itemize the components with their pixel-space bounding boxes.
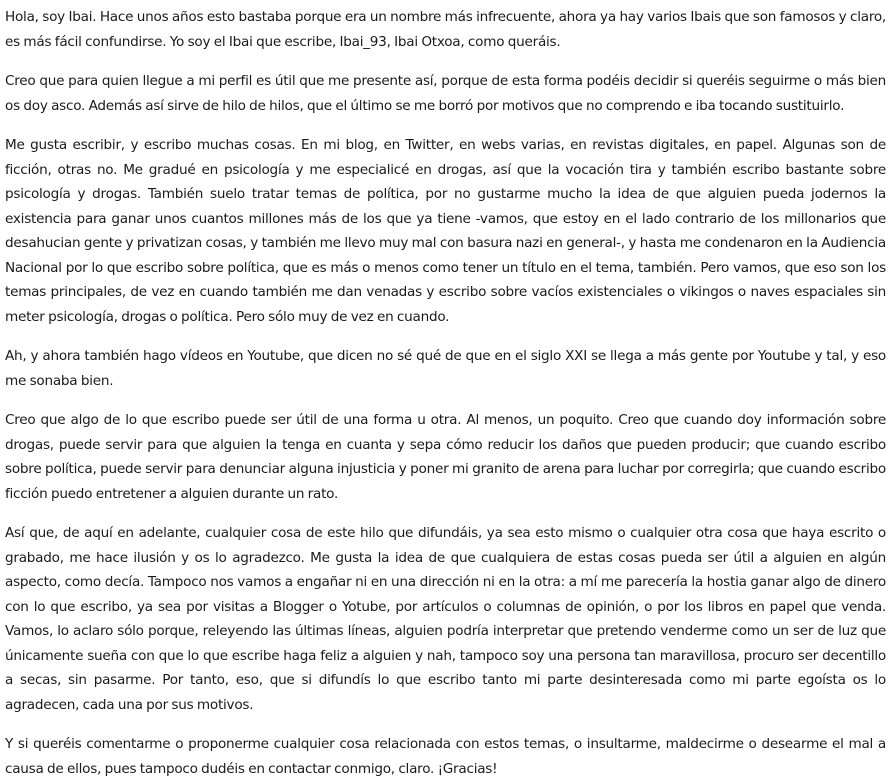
- paragraph-youtube: Ah, y ahora también hago vídeos en Youtube, que dicen no sé qué de que en el siglo XXI se llega a más gente por Youtube y tal, y eso me sonaba bien.: [5, 348, 886, 389]
- paragraph-profile-purpose: Creo que para quien llegue a mi perfil es útil que me presente así, porque de esta forma podéis decidir si queréis seguirme o más bien os doy asco. Además así sirve de hilo de hilos, que el último se me borró por motivos que no comprendo e iba tocando sustituirlo.: [5, 73, 886, 114]
- document-body: [5, 5, 886, 781]
- paragraph-intro: Hola, soy Ibai. Hace unos años esto bastaba porque era un nombre más infrecuente, ahora ya hay varios Ibais que son famosos y claro, es más fácil confundirse. Yo soy el Ibai que escribe, Ibai_93, Ibai Otxoa, como queráis.: [5, 9, 886, 50]
- paragraph-usefulness: Creo que algo de lo que escribo puede ser útil de una forma u otra. Al menos, un poquito. Creo que cuando doy información sobre drogas, puede servir para que alguien la tenga en cuanta y sepa cómo reducir los daños que pueden producir; que cuando escribo sobre política, puede servir para denunciar alguna injusticia y poner mi granito de arena para luchar por corregirla; que cuando escribo ficción puedo entretener a alguien durante un rato.: [5, 412, 886, 502]
- paragraph-sharing: Así que, de aquí en adelante, cualquier cosa de este hilo que difundáis, ya sea esto mismo o cualquier otra cosa que haya escrito o grabado, me hace ilusión y os lo agradezco. Me gusta la idea de que cualquiera de estas cosas pueda ser útil a alguien en algún aspecto, como decía. Tampoco nos vamos a engañar ni en una dirección ni en la otra: a mí me parecería la hostia ganar algo de dinero con lo que escribo, ya sea por visitas a Blogger o Yotube, por artículos o columnas de opinión, o por los libros en papel que venda. Vamos, lo aclaro sólo porque, releyendo las últimas líneas, alguien podría interpretar que pretendo venderme como un ser de luz que únicamente sueña con que lo que escribe haga feliz a alguien y nah, tampoco soy una persona tan maravillosa, procuro ser decentillo a secas, sin pasarme. Por tanto, eso, que si difundís lo que escribo tanto mi parte desinteresada como mi parte egoísta os lo agradecen, cada una por sus motivos.: [5, 525, 886, 713]
- paragraph-contact: Y si queréis comentarme o proponerme cualquier cosa relacionada con estos temas, o insultarme, maldecirme o desearme el mal a causa de ellos, pues tampoco dudéis en contactar conmigo, claro. ¡Gracias!: [5, 736, 886, 777]
- paragraph-writing-topics: Me gusta escribir, y escribo muchas cosas. En mi blog, en Twitter, en webs varias, en revistas digitales, en papel. Algunas son de ficción, otras no. Me gradué en psicología y me especialicé en drogas, así que la vocación tira y también escribo bastante sobre psicología y drogas. También suelo tratar temas de política, por no gustarme mucho la idea de que alguien pueda jodernos la existencia para ganar unos cuantos millones más de los que ya tiene -vamos, que estoy en el lado contrario de los millonarios que desahucian gente y privatizan cosas, y también me llevo muy mal con basura nazi en general-, y hasta me condenaron en la Audiencia Nacional por lo que escribo sobre política, que es más o menos como tener un título en el tema, también. Pero vamos, que eso son los temas principales, de vez en cuando también me dan venadas y escribo sobre vacíos existenciales o vikingos o naves espaciales sin meter psicología, drogas o política. Pero sólo muy de vez en cuando.: [5, 137, 886, 325]
